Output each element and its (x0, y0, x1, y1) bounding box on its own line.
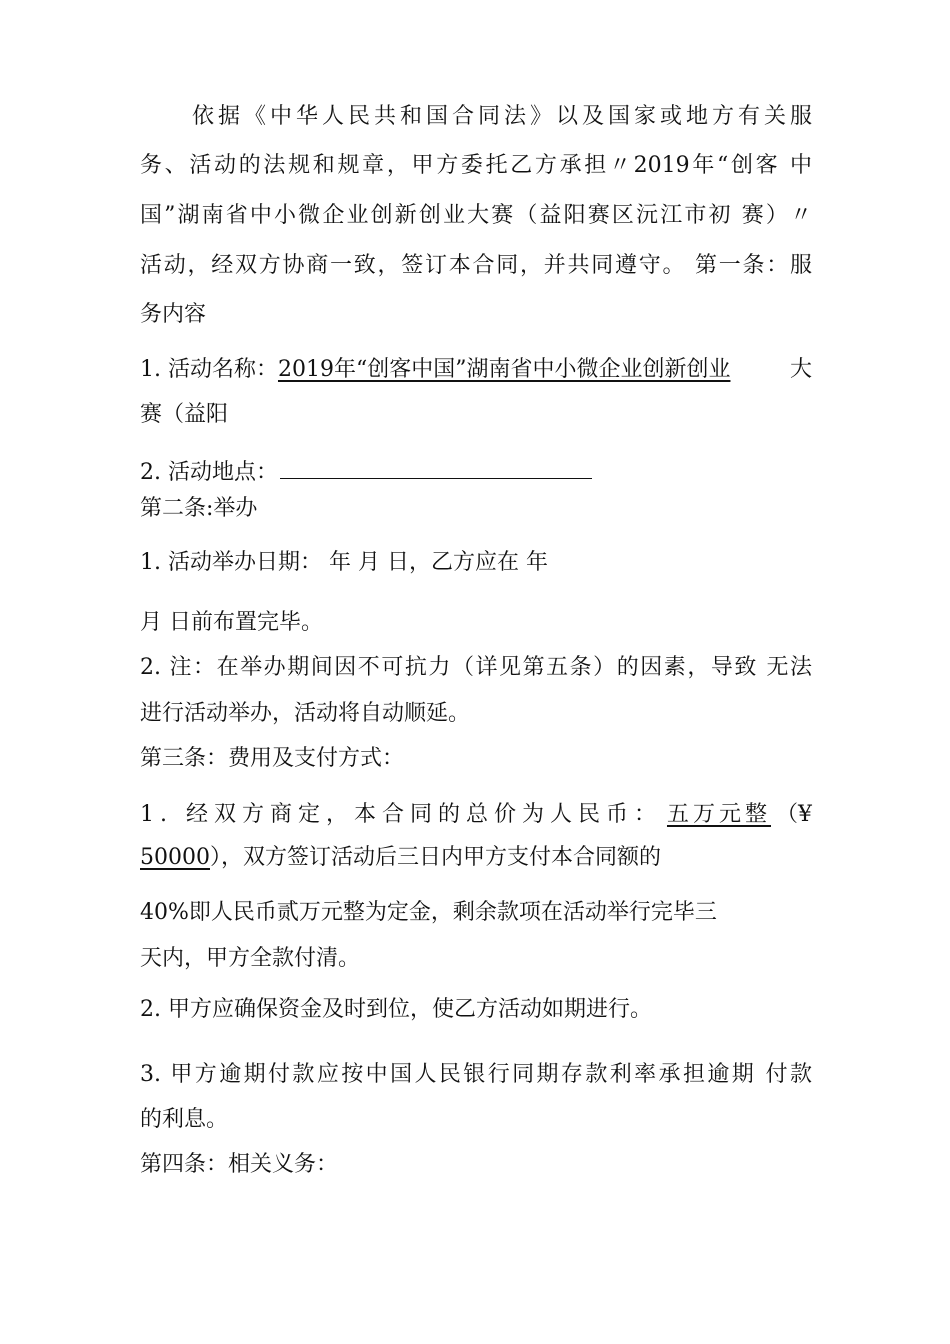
activity-name-line (140, 355, 812, 385)
article-2-heading: 第二条:举办 (140, 496, 258, 521)
preamble-line-2: 务、活动的法规和规章，甲方委托乙方承担〃2019年“创客 中 (140, 153, 812, 178)
article-3-item-2: 2. 甲方应确保资金及时到位，使乙方活动如期进行。 (140, 997, 652, 1022)
article-3-item-1-line-1 (140, 800, 812, 830)
article-4-heading: 第四条：相关义务： (140, 1152, 339, 1177)
total-price-label: 1. 经双方商定，本合同的总价为人民币： (140, 802, 662, 827)
article-2-item-2-line-1: 2. 注：在举办期间因不可抗力（详见第五条）的因素，导致 无法 (140, 655, 812, 680)
preamble-line-4: 活动，经双方协商一致，签订本合同，并共同遵守。 第一条：服 (140, 253, 812, 278)
article-3-item-3-line-1: 3. 甲方逾期付款应按中国人民银行同期存款利率承担逾期 付款 (140, 1062, 812, 1087)
activity-location-label: 2. 活动地点： (140, 460, 278, 485)
activity-name-tail: 大 (789, 357, 812, 382)
article-2-item-1-continuation: 月 日前布置完毕。 (140, 610, 323, 635)
article-3-item-1-line-4: 天内，甲方全款付清。 (140, 946, 361, 971)
total-price-words: 五万元整 (666, 802, 771, 827)
total-price-currency: （¥ (775, 802, 812, 827)
payment-terms-text: ），双方签订活动后三日内甲方支付本合同额的 (210, 845, 662, 870)
activity-name-label: 1. 活动名称： (140, 357, 278, 382)
article-2-item-2-line-2: 进行活动举办，活动将自动顺延。 (140, 701, 471, 726)
article-3-item-3-line-2: 的利息。 (140, 1107, 229, 1132)
activity-name-value: 2019年“创客中国”湖南省中小微企业创新创业 (277, 357, 731, 382)
article-2-item-1: 1. 活动举办日期： 年 月 日，乙方应在 年 (140, 550, 548, 575)
total-price-number: 50000 (140, 845, 210, 870)
article-3-item-1-line-3: 40%即人民币贰万元整为定金，剩余款项在活动举行完毕三 (140, 900, 717, 925)
article-3-item-1-line-2 (140, 843, 812, 873)
preamble-line-1: 依据《中华人民共和国合同法》以及国家或地方有关服 (192, 104, 812, 129)
preamble-line-3: 国”湖南省中小微企业创新创业大赛（益阳赛区沅江市初 赛）〃 (140, 203, 812, 228)
activity-name-continuation: 赛（益阳 (140, 402, 229, 427)
activity-location-line (140, 456, 812, 488)
article-3-heading: 第三条：费用及支付方式： (140, 746, 405, 771)
activity-location-blank (280, 456, 592, 479)
preamble-line-5: 务内容 (140, 302, 207, 327)
